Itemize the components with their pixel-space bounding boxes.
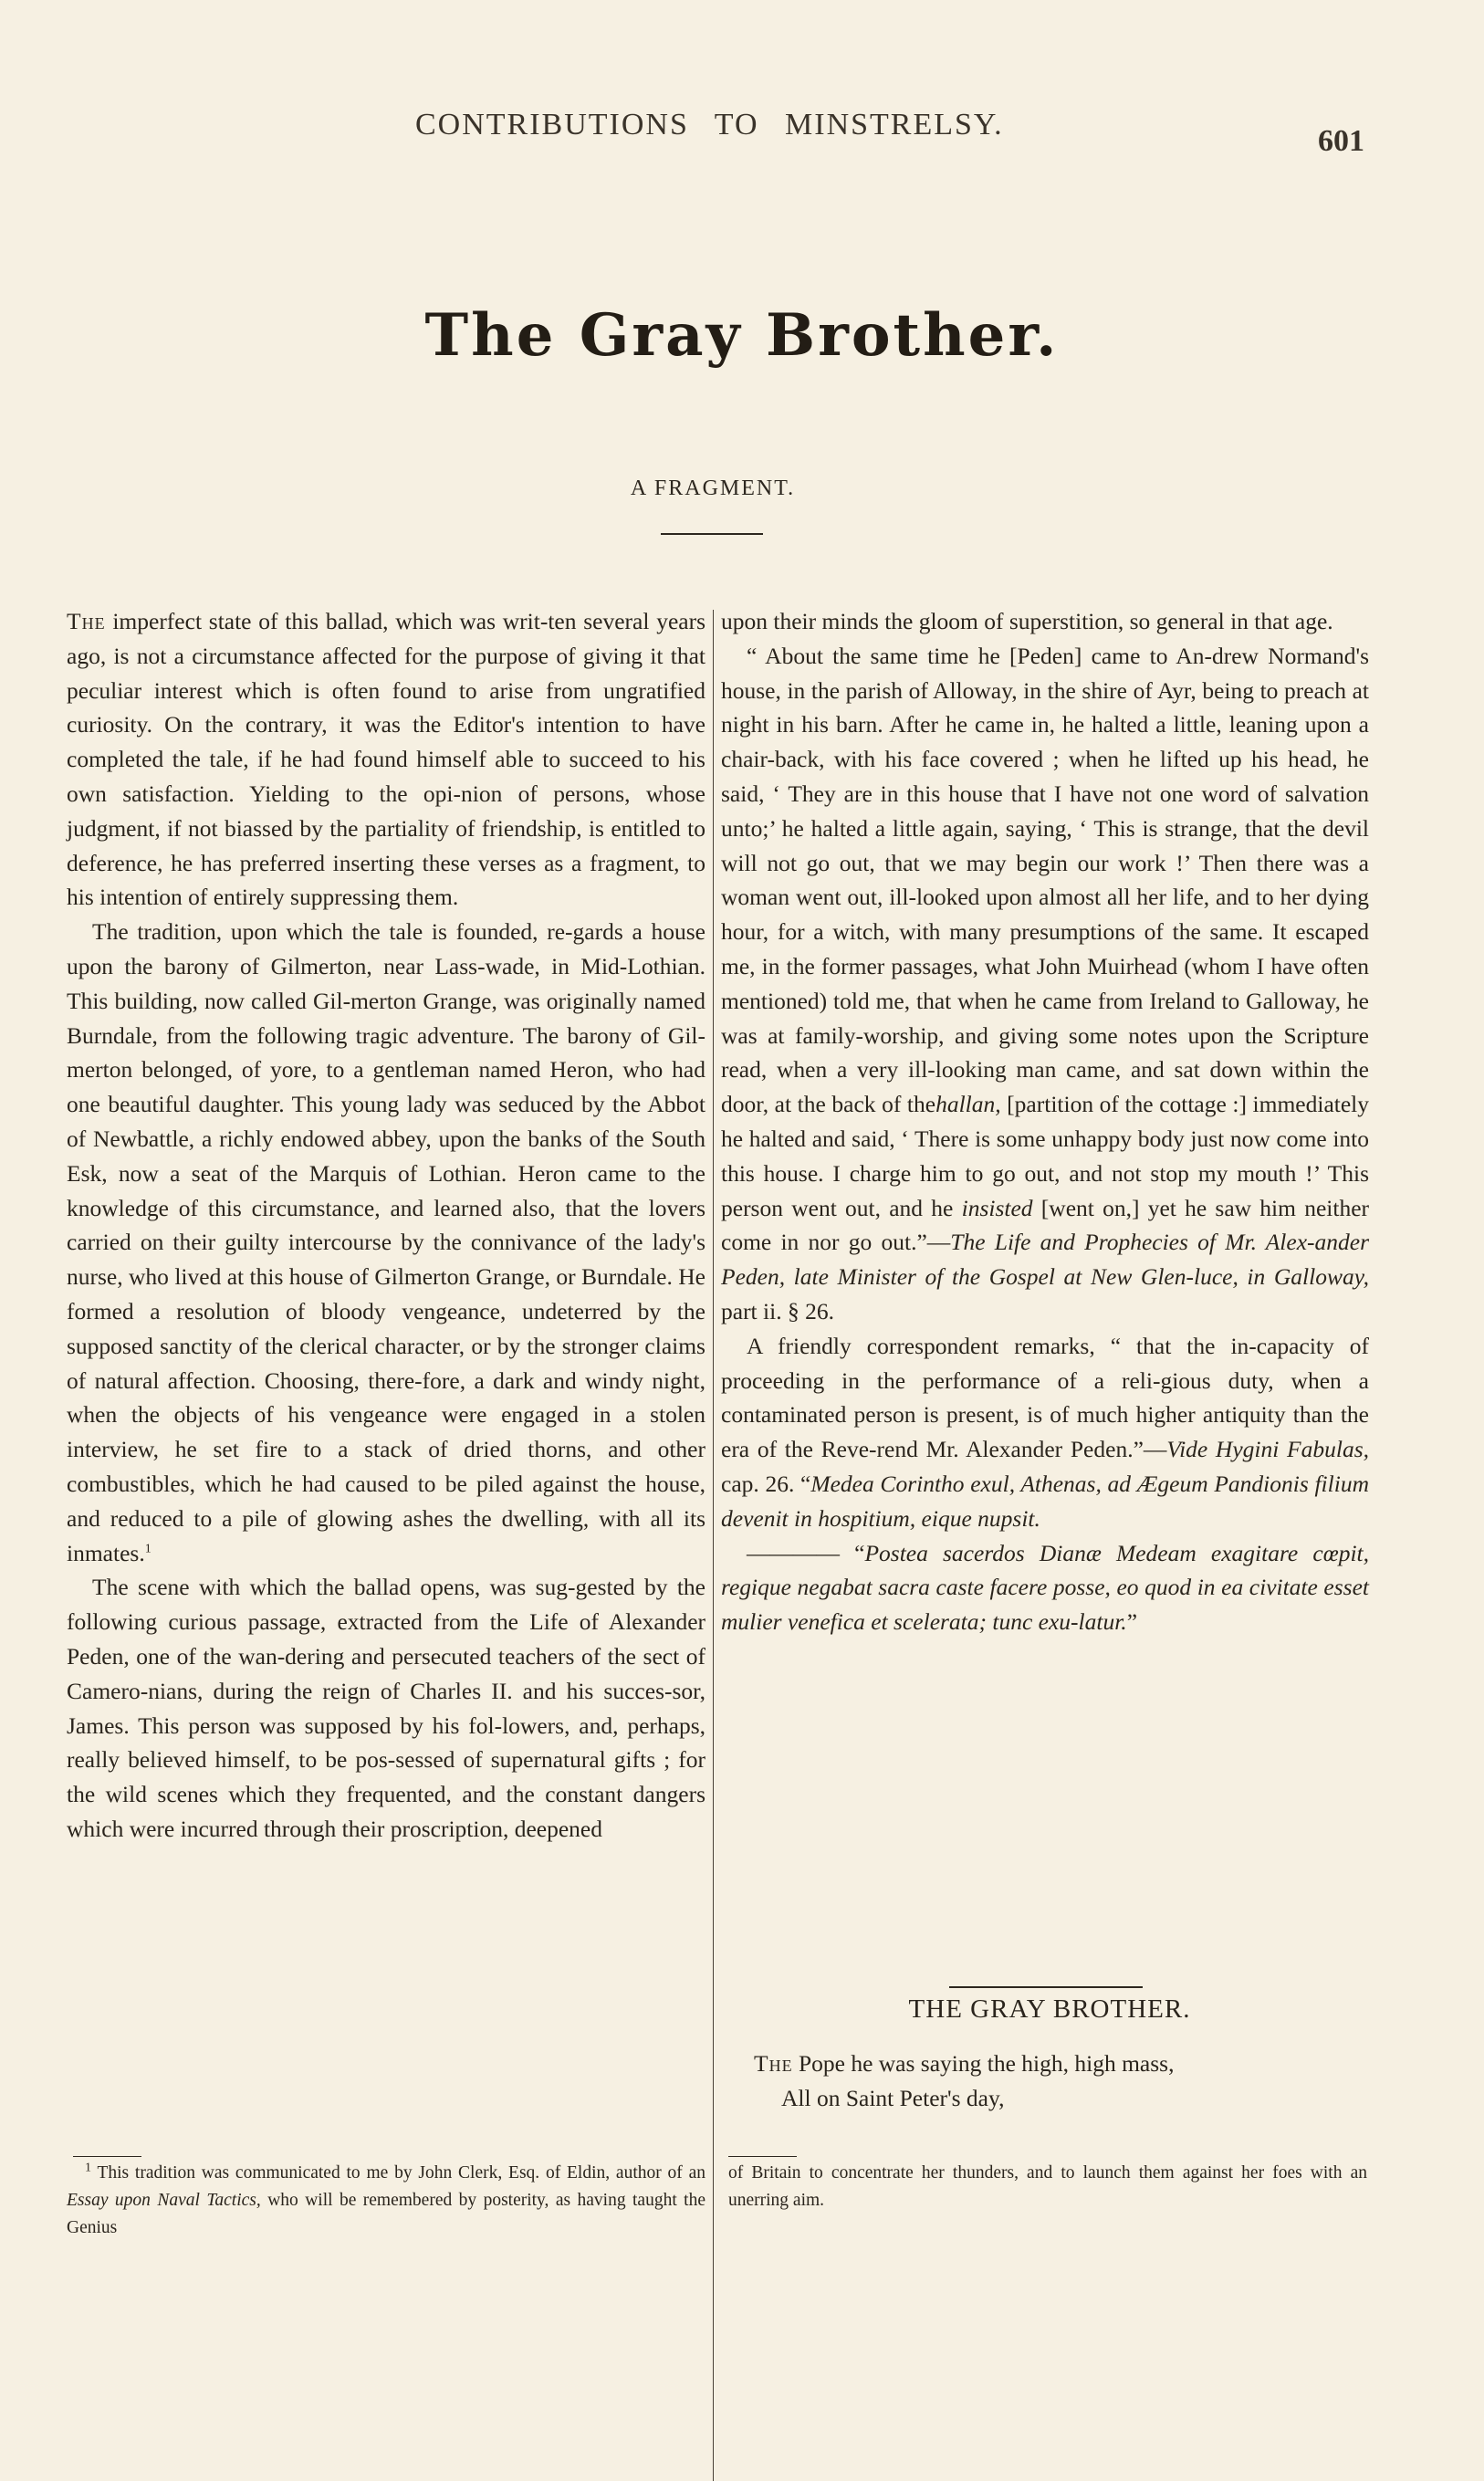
footnote-ref[interactable]: 1 bbox=[144, 1542, 152, 1556]
paragraph bbox=[721, 604, 1369, 639]
subtitle-rule bbox=[661, 533, 763, 535]
paragraph-text: [went on,] yet he saw him neither come in nor go out.”— bbox=[721, 1194, 1370, 1256]
poem bbox=[754, 2047, 1374, 2116]
paragraph-text: imperfect state of this ballad, which was writ-ten several years ago, is not a circumstance affected for the purpose of giving it that peculiar interest which is often found to arise from ungratified curiosity. On the contrary, it was the Editor's intention to have completed the tale, if he had found himself able to succeed to his own satisfaction. Yielding to the opi-nion of persons, whose judgment, if not biassed by the partiality of friendship, is entitled to deference, he has preferred inserting these verses as a fragment, to his intention of entirely suppressing them. bbox=[67, 608, 705, 911]
dash: ———— “ bbox=[747, 1539, 865, 1566]
ballad-title: The Gray Brother. bbox=[424, 301, 1060, 370]
italic-text: Vide Hygini Fabulas, bbox=[1166, 1436, 1369, 1463]
drop-word: The bbox=[67, 608, 106, 634]
paragraph-text: The tradition, upon which the tale is founded, re-gards a house upon the barony of Gilmerton, near Lass-wade, in Mid-Lothian. This building, now called Gil-merton Grange, was originally named Burndale, from the following tragic adventure. The barony of Gil-merton belonged, of yore, to a gentleman named Heron, who had one beautiful daughter. This young lady was seduced by the Abbot of Newbattle, a richly endowed abbey, upon the banks of the South Esk, now a seat of the Marquis of Lothian. Heron came to the knowledge of this circumstance, and learned also, that the lovers carried on their guilty intercourse by the connivance of the lady's nurse, who lived at this house of Gilmerton Grange, or Burndale. He formed a resolution of bloody vengeance, undeterred by the supposed sanctity of the clerical character, or by the stronger claims of natural affection. Choosing, there-fore, a dark and windy night, when the objects of his vengeance were engaged in a stolen interview, he set fire to a stack of dried thorns, and other combustibles, which he had caused to be piled against the house, and reduced to a pile of glowing ashes the dwelling, with all its inmates. bbox=[67, 918, 705, 1566]
footnote-body: This tradition was communicated to me by John Clerk, Esq. of Eldin, author of an bbox=[91, 2163, 705, 2183]
running-head-word: CONTRIBUTIONS bbox=[415, 108, 689, 141]
paragraph bbox=[67, 915, 705, 1570]
footnote-rule bbox=[73, 2156, 141, 2157]
running-head-word: TO bbox=[714, 108, 759, 141]
running-head bbox=[415, 108, 1054, 142]
footnote-rule bbox=[728, 2156, 797, 2157]
poem-line-text: Pope he was saying the high, high mass, bbox=[792, 2050, 1175, 2077]
italic-text: Medea Corintho exul, Athenas, ad Ægeum Pandionis filium devenit in hospitium, eique nupsit. bbox=[721, 1470, 1369, 1532]
paragraph-text: cap. 26. “ bbox=[721, 1470, 811, 1497]
paragraph bbox=[721, 1329, 1369, 1536]
section-rule bbox=[949, 1986, 1143, 1988]
left-column bbox=[67, 604, 705, 1847]
paragraph-text: “ About the same time he [Peden] came to An-drew Normand's house, in the parish of Alloway, in the shire of Ayr, being to preach at night in his barn. After he came in, he halted a little, leaning upon a chair-back, with his face covered ; when he lifted up his head, he said, ‘ They are in this house that I have not one word of salvation unto;’ he halted a little again, saying, ‘ This is strange, that the devil will not go out, that we may begin our work !’ Then there was a woman went out, ill-looked upon almost all her life, and to her dying hour, for a witch, with many presumptions of the same. It escaped me, in the former passages, what John Muirhead (whom I have often mentioned) told me, that when he came from Ireland to Galloway, he was at family-worship, and giving some notes upon the Scripture read, when a very ill-looking man came, and sat down within the door, at the back of the bbox=[721, 642, 1369, 1118]
poem-title: THE GRAY BROTHER. bbox=[908, 1994, 1191, 2024]
paragraph bbox=[721, 639, 1369, 1329]
paragraph-text: A friendly correspondent remarks, “ that the in-capacity of proceeding in the performance of a reli-gious duty, when a contaminated person is present, is of much higher antiquity than the era of the Reve-rend Mr. Alexander Peden.”— bbox=[721, 1332, 1369, 1463]
poem-line: All on Saint Peter's day, bbox=[781, 2084, 1005, 2111]
paragraph bbox=[721, 1536, 1369, 1639]
paragraph bbox=[67, 1570, 705, 1846]
paragraph bbox=[67, 604, 705, 915]
paragraph-text: part ii. § 26. bbox=[721, 1297, 834, 1324]
italic-text: hallan, bbox=[935, 1091, 1001, 1118]
footnote-text bbox=[67, 2160, 705, 2242]
column-divider bbox=[713, 610, 714, 2481]
footnote-right bbox=[728, 2160, 1367, 2214]
right-column bbox=[721, 604, 1369, 1639]
drop-word: The bbox=[754, 2050, 793, 2077]
paragraph-text: The scene with which the ballad opens, was sug-gested by the following curious passage, extracted from the Life of Alexander Peden, one of the wan-dering and persecuted teachers of the sect of Camero-nians, during the reign of Charles II. and his succes-sor, James. This person was supposed by his fol-lowers, and, perhaps, really believed himself, to be pos-sessed of supernatural gifts ; for the wild scenes which they frequented, and the constant dangers which were incurred through their proscription, deepened bbox=[67, 1574, 705, 1842]
page-number: 601 bbox=[1318, 124, 1364, 158]
closing-quote: ” bbox=[1126, 1608, 1138, 1636]
footnote-body: who will be remembered by posterity, as having taught the Genius bbox=[67, 2191, 705, 2237]
footnote-left bbox=[67, 2160, 705, 2242]
paragraph-text: upon their minds the gloom of superstition, so general in that age. bbox=[721, 608, 1333, 634]
footnote-text: of Britain to concentrate her thunders, and to launch them against her foes with an unerring aim. bbox=[728, 2163, 1367, 2210]
italic-text: Essay upon Naval Tactics, bbox=[67, 2191, 261, 2210]
paragraph-text: [partition of the cottage :] immediately he halted and said, ‘ There is some unhappy body just now come into this house. I charge him to go out, and not stop my mouth !’ This person went out, and he bbox=[721, 1091, 1370, 1221]
italic-text: Postea sacerdos Dianæ Medeam exagitare cœpit, regique negabat sacra caste facere posse, eo quod in ea civitate esset mulier venefica et scelerata; tunc exu-latur. bbox=[721, 1539, 1369, 1636]
footnote-mark: 1 bbox=[85, 2161, 91, 2175]
italic-text: The Life and Prophecies of Mr. Alex-ander Peden, late Minister of the Gospel at New Glen-luce, in Galloway, bbox=[721, 1229, 1370, 1291]
poem-line bbox=[754, 2047, 1374, 2081]
subtitle: A FRAGMENT. bbox=[630, 476, 796, 500]
italic-text: insisted bbox=[961, 1194, 1033, 1221]
running-head-word: MINSTRELSY. bbox=[785, 108, 1004, 141]
